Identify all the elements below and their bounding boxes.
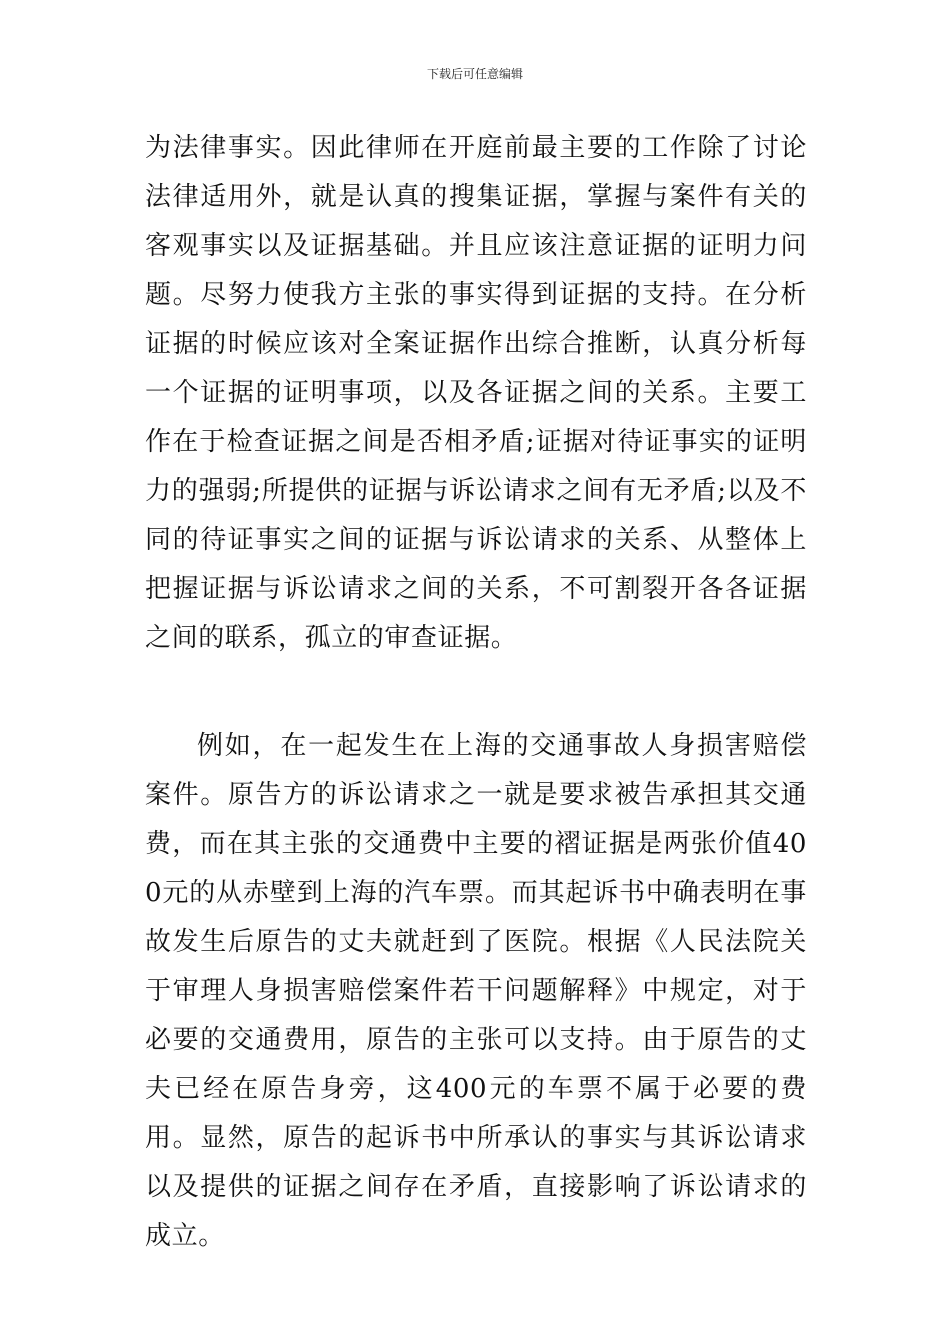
page-header-note: 下载后可任意编辑 bbox=[426, 67, 523, 81]
body-paragraph-1: 为法律事实。因此律师在开庭前最主要的工作除了讨论法律适用外，就是认真的搜集证据，掌握与案件有关的客观事实以及证据基础。并且应该注意证据的证明力问题。尽努力使我方主张的事实得到证据的支持。在分析证据的时候应该对全案证据作出综合推断，认真分析每一个证据的证明事项，以及各证据之间的关系。主要工作在于检查证据之间是否相矛盾;证据对待证事实的证明力的强弱;所提供的证据与诉讼请求之间有无矛盾;以及不同的待证事实之间的证据与诉讼请求的关系、从整体上把握证据与诉讼请求之间的关系，不可割裂开各各证据之间的联系，孤立的审查证据。 bbox=[145, 133, 807, 653]
body-paragraph-2: 例如，在一起发生在上海的交通事故人身损害赔偿案件。原告方的诉讼请求之一就是要求被告承担其交通费，而在其主张的交通费中主要的褶证据是两张价值400元的从赤壁到上海的汽车票。而其起诉书中确表明在事故发生后原告的丈夫就赶到了医院。根据《人民法院关于审理人身损害赔偿案件若干问题解释》中规定，对于必要的交通费用，原告的主张可以支持。由于原告的丈夫已经在原告身旁，这400元的车票不属于必要的费用。显然，原告的起诉书中所承认的事实与其诉讼请求以及提供的证据之间存在矛盾，直接影响了诉讼请求的成立。 bbox=[145, 731, 807, 1251]
